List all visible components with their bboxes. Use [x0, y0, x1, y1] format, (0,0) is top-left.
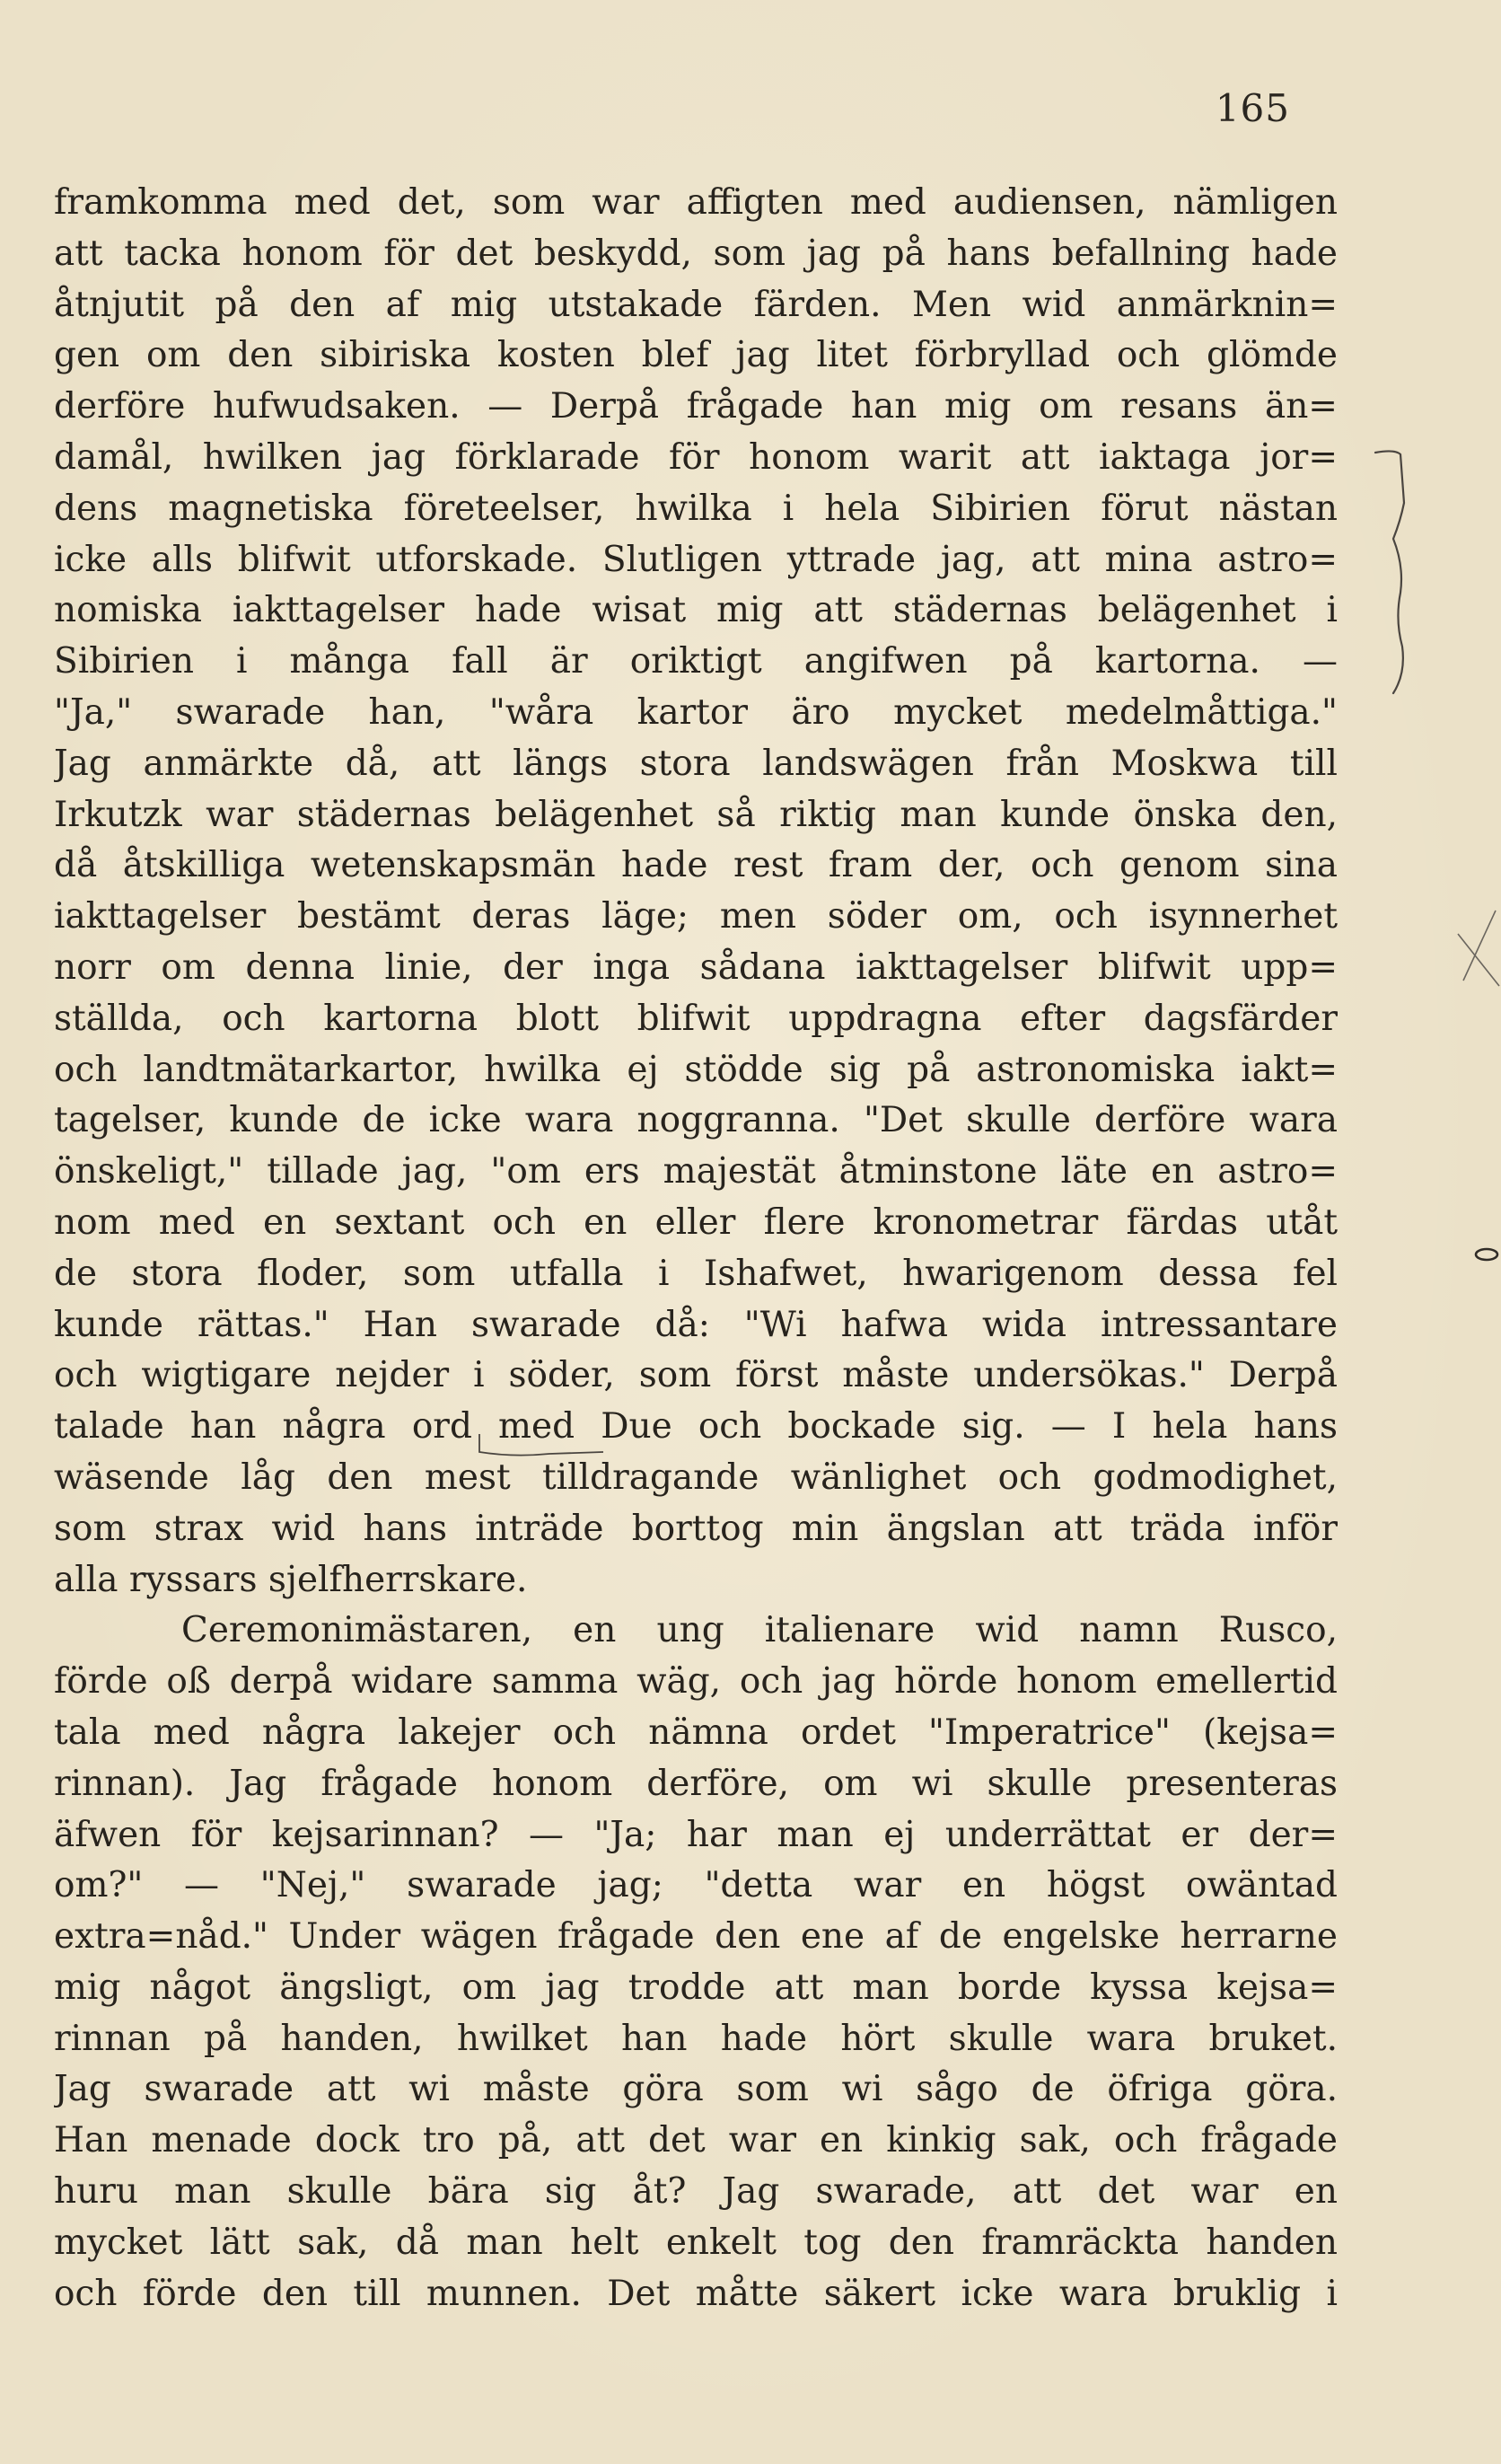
text-line: önskeligt," tillade jag, "om ers majestät åtminstone läte en astro= [54, 1151, 1338, 1192]
text-line: damål, hwilken jag förklarade för honom warit att iaktaga jor= [54, 436, 1338, 478]
page-number: 165 [1215, 86, 1290, 130]
text-line: icke alls blifwit utforskade. Slutligen yttrade jag, att mina astro= [54, 539, 1338, 580]
pencil-underline-mark [478, 1430, 605, 1461]
text-line: framkomma med det, som war affigten med audiensen, nämligen [54, 182, 1338, 223]
margin-cross-mark [1454, 907, 1501, 988]
text-line: och förde den till munnen. Det måtte säkert icke wara bruklig i [54, 2273, 1338, 2314]
text-line: gen om den sibiriska kosten blef jag litet förbryllad och glömde [54, 335, 1338, 376]
text-line: ställda, och kartorna blott blifwit uppdragna efter dagsfärder [54, 998, 1338, 1039]
text-line: Jag swarade att wi måste göra som wi sågo de öfriga göra. [54, 2069, 1338, 2110]
text-line: Sibirien i många fall är oriktigt angifwen på kartorna. — [54, 641, 1338, 682]
text-line: extra=nåd." Under wägen frågade den ene af de engelske herrarne [54, 1916, 1338, 1958]
text-line: dens magnetiska företeelser, hwilka i hela Sibirien förut nästan [54, 488, 1338, 529]
text-line: mycket lätt sak, då man helt enkelt tog den framräckta handen [54, 2222, 1338, 2263]
text-line: tagelser, kunde de icke wara noggranna. "Det skulle derföre wara [54, 1100, 1338, 1141]
text-line: som strax wid hans inträde borttog min ängslan att träda inför [54, 1508, 1338, 1549]
text-line: tala med några lakejer och nämna ordet "Imperatrice" (kejsa= [54, 1712, 1338, 1753]
text-line: nomiska iakttagelser hade wisat mig att städernas belägenhet i [54, 590, 1338, 631]
text-line: Han menade dock tro på, att det war en kinkig sak, och frågade [54, 2120, 1338, 2161]
margin-oval-mark [1472, 1244, 1501, 1265]
text-line: huru man skulle bära sig åt? Jag swarade, att det war en [54, 2171, 1338, 2213]
text-line: nom med en sextant och en eller flere kronometrar färdas utåt [54, 1201, 1338, 1243]
margin-bracket-mark [1374, 449, 1409, 700]
text-line: Irkutzk war städernas belägenhet så riktig man kunde önska den, [54, 794, 1338, 835]
text-line: rinnan). Jag frågade honom derföre, om wi skulle presenteras [54, 1763, 1338, 1804]
text-line: Ceremonimästaren, en ung italienare wid namn Rusco, [181, 1610, 1338, 1651]
text-line: mig något ängsligt, om jag trodde att man borde kyssa kejsa= [54, 1967, 1338, 2008]
text-line: derföre hufwudsaken. — Derpå frågade han mig om resans än= [54, 386, 1338, 427]
text-line: norr om denna linie, der inga sådana iakttagelser blifwit upp= [54, 946, 1338, 988]
text-line: åtnjutit på den af mig utstakade färden. Men wid anmärknin= [54, 284, 1338, 325]
text-line: alla ryssars sjelfherrskare. [54, 1559, 528, 1600]
text-line: förde oß derpå widare samma wäg, och jag hörde honom emellertid [54, 1661, 1338, 1703]
text-line: om?" — "Nej," swarade jag; "detta war en högst owäntad [54, 1865, 1338, 1906]
body-text [54, 178, 1338, 2319]
text-line: kunde rättas." Han swarade då: "Wi hafwa wida intressantare [54, 1304, 1338, 1345]
text-line: "Ja," swarade han, "wåra kartor äro mycket medelmåttiga." [54, 691, 1338, 733]
text-line: de stora floder, som utfalla i Ishafwet, hwarigenom dessa fel [54, 1253, 1338, 1294]
text-line: Jag anmärkte då, att längs stora landswägen från Moskwa till [54, 743, 1338, 784]
text-line: äfwen för kejsarinnan? — "Ja; har man ej underrättat er der= [54, 1814, 1338, 1855]
text-line: iakttagelser bestämt deras läge; men söder om, och isynnerhet [54, 896, 1338, 937]
text-line: att tacka honom för det beskydd, som jag på hans befallning hade [54, 233, 1338, 274]
text-line: och landtmätarkartor, hwilka ej stödde sig på astronomiska iakt= [54, 1049, 1338, 1090]
text-line: rinnan på handen, hwilket han hade hört skulle wara bruket. [54, 2018, 1338, 2059]
text-line: talade han några ord med Due och bockade sig. — I hela hans [54, 1406, 1338, 1448]
text-line: då åtskilliga wetenskapsmän hade rest fram der, och genom sina [54, 845, 1338, 886]
text-line: wäsende låg den mest tilldragande wänlighet och godmodighet, [54, 1456, 1338, 1498]
text-line: och wigtigare nejder i söder, som först måste undersökas." Derpå [54, 1355, 1338, 1396]
